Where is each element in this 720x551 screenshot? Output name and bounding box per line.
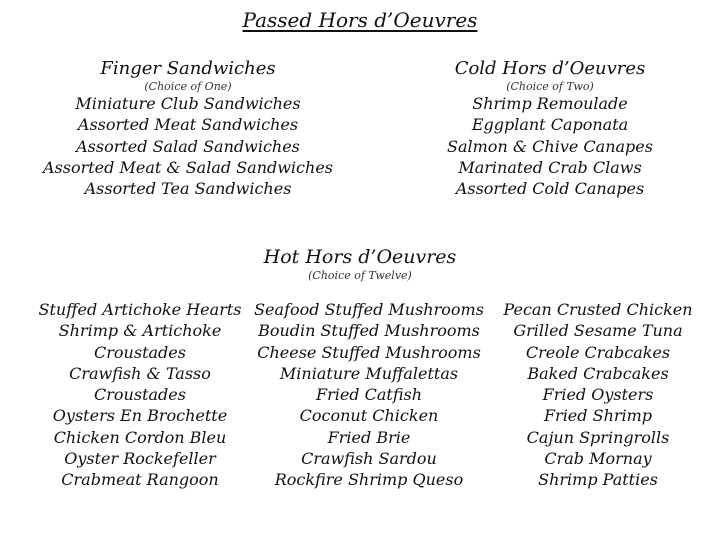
menu-item: Rockfire Shrimp Queso — [274, 470, 464, 490]
menu-item: Miniature Muffalettas — [279, 363, 459, 383]
menu-item: Baked Crabcakes — [527, 363, 669, 383]
finger-sandwiches-list — [40, 93, 336, 199]
menu-item: Cajun Springrolls — [526, 427, 670, 447]
menu-item: Fried Catfish — [315, 385, 423, 405]
hot-list-1 — [20, 299, 260, 491]
hot-list-2 — [250, 299, 488, 491]
menu-item: Fried Brie — [327, 427, 411, 447]
hot-hors-doeuvres-choice: (Choice of Twelve) — [308, 269, 412, 282]
hot-column-3 — [478, 299, 718, 491]
menu-item: Miniature Club Sandwiches — [75, 94, 301, 113]
menu-item: Seafood Stuffed Mushrooms — [254, 300, 484, 319]
menu-item: Assorted Meat Sandwiches — [77, 115, 299, 135]
cold-hors-doeuvres-heading: Cold Hors d’Oeuvres — [454, 58, 646, 79]
menu-item: Grilled Sesame Tuna — [513, 321, 683, 341]
page-title: Passed Hors d’Oeuvres — [242, 8, 478, 32]
cold-hors-doeuvres-choice: (Choice of Two) — [506, 80, 594, 93]
menu-item: Croustades — [94, 385, 186, 405]
menu-item: Crawfish & Tasso — [69, 363, 211, 383]
menu-item: Chicken Cordon Bleu — [53, 427, 227, 447]
menu-item: Crab Mornay — [544, 449, 652, 469]
menu-item: Creole Crabcakes — [525, 342, 671, 362]
menu-item: Fried Oysters — [542, 385, 654, 405]
hot-column-1 — [20, 299, 260, 491]
hot-column-2 — [250, 299, 488, 491]
finger-sandwiches-section — [40, 58, 336, 199]
hot-hors-doeuvres-header — [0, 245, 720, 282]
cold-hors-doeuvres-list — [420, 93, 680, 199]
menu-item: Oyster Rockefeller — [64, 449, 216, 469]
menu-item: Fried Shrimp — [543, 406, 653, 426]
menu-item: Stuffed Artichoke Hearts — [38, 300, 242, 319]
menu-item: Coconut Chicken — [299, 406, 439, 426]
menu-item: Assorted Tea Sandwiches — [84, 179, 292, 199]
menu-item: Shrimp Patties — [538, 470, 658, 490]
menu-item: Crawfish Sardou — [301, 449, 437, 469]
menu-item: Assorted Salad Sandwiches — [76, 136, 300, 156]
finger-sandwiches-heading: Finger Sandwiches — [100, 58, 276, 79]
menu-item: Assorted Cold Canapes — [455, 179, 645, 199]
menu-item: Assorted Meat & Salad Sandwiches — [42, 157, 333, 177]
cold-hors-doeuvres-section — [420, 58, 680, 199]
finger-sandwiches-choice: (Choice of One) — [144, 80, 232, 93]
menu-item: Oysters En Brochette — [52, 406, 228, 426]
menu-item: Pecan Crusted Chicken — [503, 300, 693, 319]
hot-hors-doeuvres-heading: Hot Hors d’Oeuvres — [263, 246, 457, 268]
menu-item: Crabmeat Rangoon — [61, 470, 219, 490]
hot-list-3 — [478, 299, 718, 491]
menu-item: Shrimp Remoulade — [472, 94, 628, 113]
menu-item: Salmon & Chive Canapes — [447, 136, 653, 156]
menu-item: Croustades — [94, 342, 186, 362]
menu-item: Cheese Stuffed Mushrooms — [257, 342, 481, 362]
menu-item: Boudin Stuffed Mushrooms — [258, 321, 480, 341]
menu-item: Shrimp & Artichoke — [58, 321, 222, 341]
menu-item: Eggplant Caponata — [471, 115, 629, 135]
menu-item: Marinated Crab Claws — [458, 157, 642, 177]
